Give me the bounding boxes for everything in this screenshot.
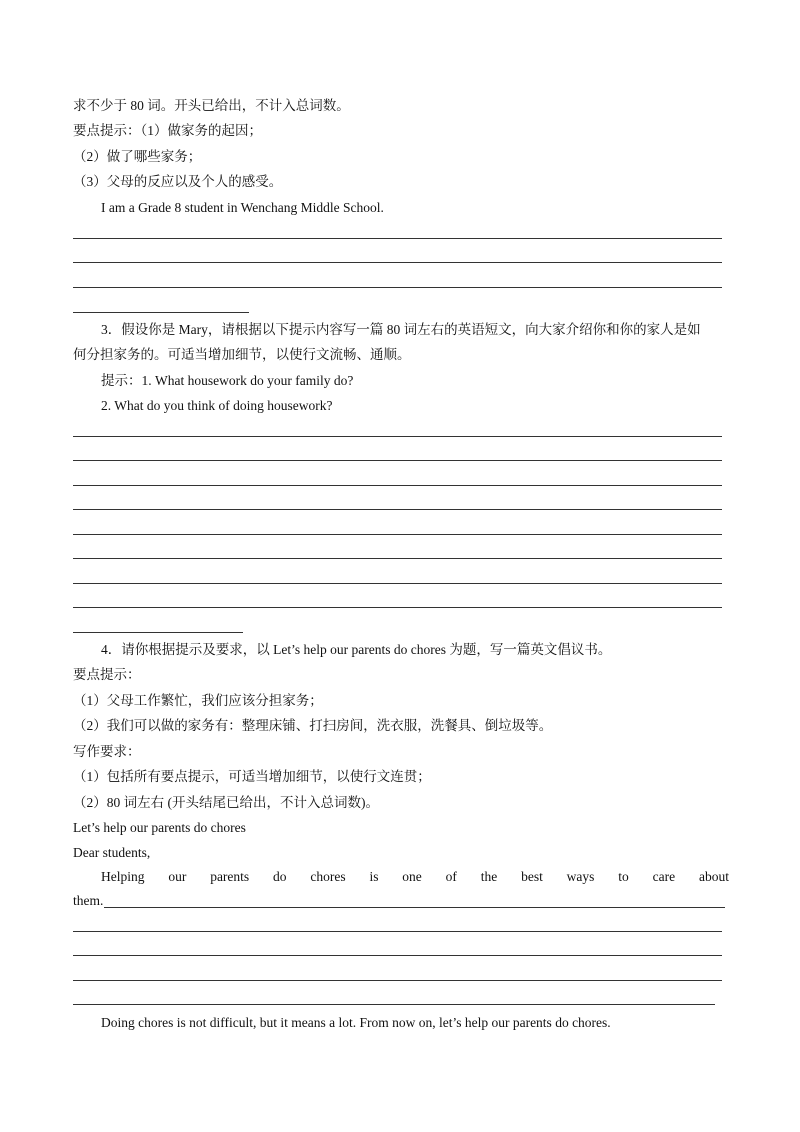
opening-word: best: [521, 869, 543, 884]
writing-line: [73, 607, 722, 608]
writing-line-short: [73, 632, 243, 633]
points-label: 要点提示：（1）做家务的起因；: [73, 123, 262, 138]
opening-word: of: [445, 869, 457, 884]
opening-word: do: [273, 869, 287, 884]
essay-closing: Doing chores is not difficult, but it means a lot. From now on, let’s help our parents do chores.: [101, 1015, 611, 1030]
opening-word: Helping: [101, 869, 145, 884]
opening-word: our: [168, 869, 187, 884]
opening-word: to: [618, 869, 629, 884]
writing-line: [73, 534, 722, 535]
essay-opening-line: [101, 868, 729, 886]
question-3-prompt: 3．假设你是 Mary，请根据以下提示内容写一篇 80 词左右的英语短文，向大家介绍你和你的家人是如: [101, 322, 701, 337]
opening-word: parents: [210, 869, 250, 884]
points-label: 要点提示：: [73, 667, 141, 682]
requirement-text: 求不少于 80 词。开头已给出，不计入总词数。: [73, 98, 350, 113]
writing-line: [73, 980, 722, 981]
writing-line: [73, 558, 722, 559]
writing-line: [73, 485, 722, 486]
writing-line: [104, 907, 725, 908]
question-4-prompt: 4．请你根据提示及要求，以 Let’s help our parents do chores 为题，写一篇英文倡议书。: [101, 642, 612, 657]
writing-line: [73, 262, 722, 263]
opening-word: one: [402, 869, 422, 884]
hint-2: 2. What do you think of doing housework?: [101, 398, 333, 413]
essay-title: Let’s help our parents do chores: [73, 820, 246, 835]
question-3-prompt-cont: 何分担家务的。可适当增加细节，以使行文流畅、通顺。: [73, 347, 411, 362]
hint-1: 提示：1. What housework do your family do?: [101, 373, 354, 388]
writing-line-short: [73, 312, 249, 313]
writing-line: [73, 509, 722, 510]
opening-word: ways: [566, 869, 595, 884]
writing-line: [73, 583, 722, 584]
requirements-label: 写作要求：: [73, 744, 141, 759]
requirement-2: （2）80 词左右 (开头结尾已给出，不计入总词数)。: [73, 795, 379, 810]
requirement-1: （1）包括所有要点提示，可适当增加细节，以使行文连贯；: [73, 769, 431, 784]
point-3: （3）父母的反应以及个人的感受。: [73, 174, 283, 189]
point-2: （2）做了哪些家务；: [73, 149, 202, 164]
opening-word: care: [652, 869, 676, 884]
writing-line: [73, 1004, 715, 1005]
opening-word: chores: [310, 869, 346, 884]
writing-line: [73, 931, 722, 932]
essay-opening-end: them.: [73, 893, 104, 908]
writing-line: [73, 238, 722, 239]
opening-word: about: [698, 869, 729, 884]
opening-word: is: [369, 869, 379, 884]
point-1: （1）父母工作繁忙，我们应该分担家务；: [73, 693, 323, 708]
salutation: Dear students,: [73, 845, 151, 860]
writing-line: [73, 460, 722, 461]
essay-opening: I am a Grade 8 student in Wenchang Middle School.: [101, 200, 384, 215]
opening-word: the: [480, 869, 498, 884]
point-2: （2）我们可以做的家务有：整理床铺、打扫房间，洗衣服，洗餐具、倒垃圾等。: [73, 718, 553, 733]
writing-line: [73, 436, 722, 437]
writing-line: [73, 287, 722, 288]
writing-line: [73, 955, 722, 956]
